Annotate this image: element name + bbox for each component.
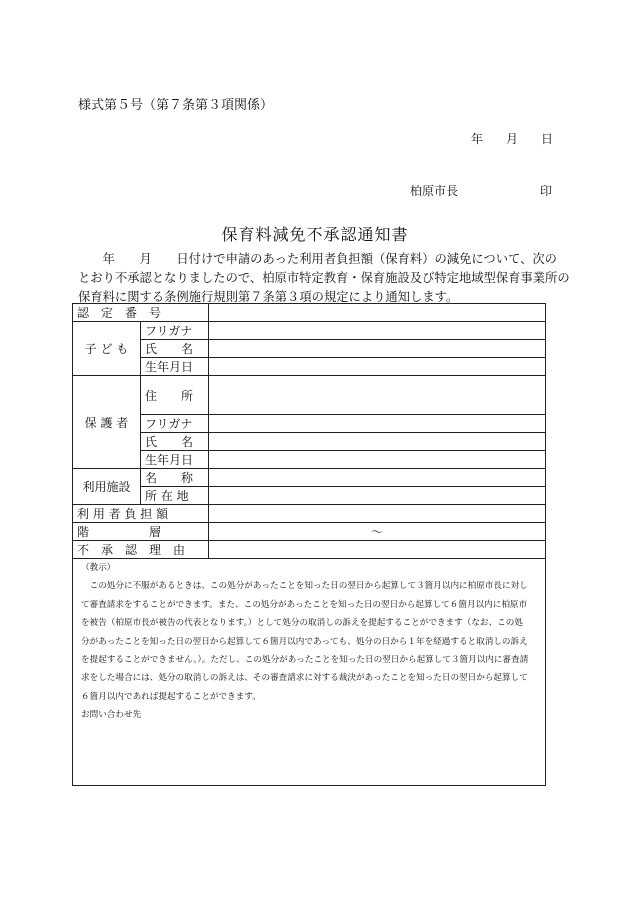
notice-line: とおり不承認となりましたので、柏原市特定教育・保育施設及び特定地域型保育事業所の [78,271,570,285]
cert-number-label: 認 定 番 号 [73,304,209,322]
date-year-label: 年 [471,132,484,146]
notice-line: 保育料に関する条例施行規則第７条第３項の規定により通知します。 [78,290,459,304]
guardian-birthdate-field[interactable] [209,451,546,469]
instruction-line: ６箇月以内であれば提起することができます。 [81,691,261,702]
date-month-label: 月 [506,132,519,146]
instruction-line: を提起することができません。）。ただし、この処分があったことを知った日の翌日から起算して３箇月以内に審査請 [81,655,529,666]
child-name-field[interactable] [209,340,546,358]
instruction-line: 分があったことを知った日の翌日から起算して６箇月以内であっても、処分の日から１年を経過すると取消しの訴え [81,636,528,647]
tier-range-field[interactable]: ～ [209,523,546,541]
instruction-line: を被告（柏原市長が被告の代表となります。）として処分の取消しの訴えを提起することができます（なお、この処 [81,618,523,629]
guardian-address-field[interactable] [209,376,546,415]
notice-body [78,250,570,307]
reason-label: 不 承 認 理 由 [73,541,209,559]
child-birthdate-label: 生年月日 [141,358,209,376]
instruction-line: 求をした場合には、処分の取消しの訴えは、その審査請求に対する裁決があったことを知った日の翌日から起算して [81,673,528,684]
seal-mark: 印 [540,184,553,198]
reason-field[interactable] [209,541,546,559]
notice-form-table [72,303,546,559]
guardian-group-label: 保 護 者 [73,376,141,469]
form-number: 様式第５号（第７条第３項関係） [78,98,274,113]
child-furigana-field[interactable] [209,322,546,340]
child-furigana-label: フリガナ [141,322,209,340]
child-group-label: 子 ど も [73,322,141,376]
guardian-furigana-label: フリガナ [141,415,209,433]
child-birthdate-field[interactable] [209,358,546,376]
tier-label: 階 層 [73,523,209,541]
notice-line: 年 月 日付けで申請のあった利用者負担額（保育料）の減免について、次の [78,252,557,266]
date-day-label: 日 [541,132,554,146]
facility-name-field[interactable] [209,469,546,487]
facility-name-label: 名 称 [141,469,209,487]
guardian-birthdate-label: 生年月日 [141,451,209,469]
guardian-address-label: 住 所 [141,376,209,415]
instruction-line: て審査請求をすることができます。また、この処分があったことを知った日の翌日から起算して６箇月以内に柏原市 [81,599,528,610]
mayor-title: 柏原市長 [410,184,459,198]
cert-number-field[interactable] [209,304,546,322]
guardian-name-field[interactable] [209,433,546,451]
instruction-label: （教示） [81,563,116,573]
facility-location-label: 所 在 地 [141,487,209,505]
contact-label: お問い合わせ先 [81,710,142,721]
child-name-label: 氏 名 [141,340,209,358]
instruction-line: この処分に不服があるときは、この処分があったことを知った日の翌日から起算して３箇月以内に柏原市長に対し [81,581,528,592]
document-title: 保育料減免不承認通知書 [221,225,409,244]
burden-amount-field[interactable] [209,505,546,523]
instruction-box [72,557,546,786]
burden-amount-label: 利 用 者 負 担 額 [73,505,209,523]
guardian-name-label: 氏 名 [141,433,209,451]
facility-group-label: 利用施設 [73,469,141,505]
facility-location-field[interactable] [209,487,546,505]
guardian-furigana-field[interactable] [209,415,546,433]
